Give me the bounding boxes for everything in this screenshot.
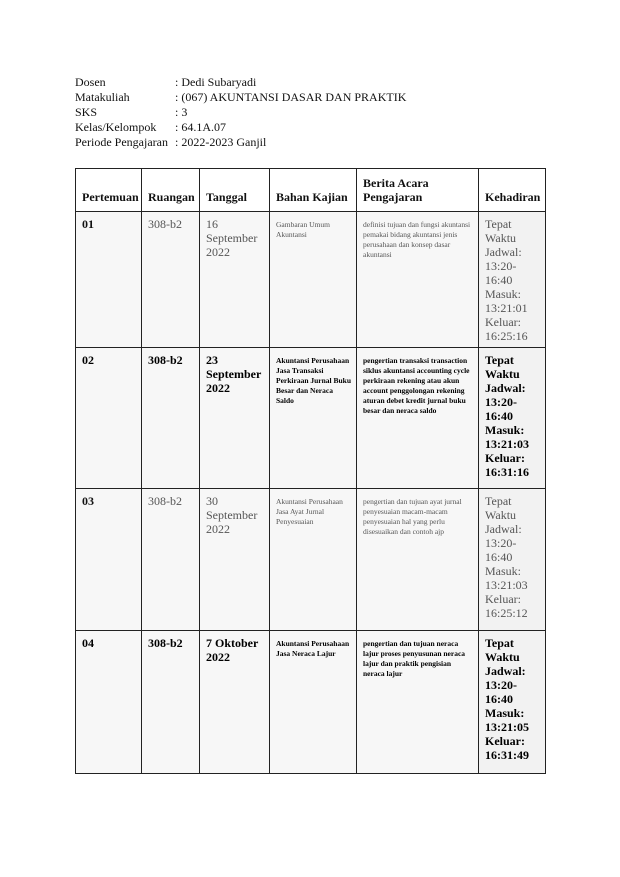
- cell-tanggal: 23 September 2022: [200, 348, 270, 489]
- cell-bahan-kajian: Akuntansi Perusahaan Jasa Ayat Jurnal Penyesuaian: [270, 489, 357, 631]
- cell-ruangan: 308-b2: [142, 348, 200, 489]
- attendance-table: [75, 168, 546, 774]
- info-periode: [75, 135, 406, 150]
- kelas-label: Kelas/Kelompok: [75, 120, 157, 134]
- sks-label: SKS: [75, 105, 98, 119]
- attendance-table-wrapper: [75, 168, 545, 774]
- kehadiran-jadwal: Jadwal: 13:20-16:40: [485, 522, 522, 564]
- kehadiran-jadwal: Jadwal: 13:20-16:40: [485, 381, 526, 423]
- cell-bahan-kajian: Gambaran Umum Akuntansi: [270, 212, 357, 348]
- info-dosen: [75, 75, 406, 90]
- cell-kehadiran: [479, 212, 546, 348]
- kehadiran-masuk: Masuk: 13:21:03: [485, 564, 528, 592]
- periode-label: Periode Pengajaran: [75, 135, 168, 149]
- cell-tanggal: 16 September 2022: [200, 212, 270, 348]
- kehadiran-keluar: Keluar: 16:25:12: [485, 592, 528, 620]
- cell-pertemuan: 03: [76, 489, 142, 631]
- course-info: [75, 75, 406, 150]
- cell-pertemuan: 02: [76, 348, 142, 489]
- table-row: [76, 212, 546, 348]
- cell-bahan-kajian: Akuntansi Perusahaan Jasa Neraca Lajur: [270, 631, 357, 774]
- kehadiran-masuk: Masuk: 13:21:05: [485, 706, 529, 734]
- cell-bahan-kajian: Akuntansi Perusahaan Jasa Transaksi Perkiraan Jurnal Buku Besar dan Neraca Saldo: [270, 348, 357, 489]
- kehadiran-masuk: Masuk: 13:21:03: [485, 423, 529, 451]
- header-bahan-kajian: Bahan Kajian: [270, 169, 357, 212]
- matakuliah-label: Matakuliah: [75, 90, 130, 104]
- kehadiran-status: Tepat Waktu: [485, 353, 520, 381]
- kehadiran-status: Tepat Waktu: [485, 494, 517, 522]
- cell-kehadiran: [479, 489, 546, 631]
- kehadiran-keluar: Keluar: 16:25:16: [485, 315, 528, 343]
- cell-pertemuan: 01: [76, 212, 142, 348]
- header-kehadiran: Kehadiran: [479, 169, 546, 212]
- table-row: [76, 348, 546, 489]
- kehadiran-keluar: Keluar: 16:31:49: [485, 734, 529, 762]
- header-pertemuan: Pertemuan: [76, 169, 142, 212]
- kelas-value: : 64.1A.07: [175, 120, 226, 134]
- cell-ruangan: 308-b2: [142, 212, 200, 348]
- periode-value: : 2022-2023 Ganjil: [175, 135, 267, 149]
- cell-berita-acara: pengertian dan tujuan neraca lajur proses penyusunan neraca lajur dan praktik pengisian neraca lajur: [357, 631, 479, 774]
- kehadiran-keluar: Keluar: 16:31:16: [485, 451, 529, 479]
- header-tanggal: Tanggal: [200, 169, 270, 212]
- info-sks: [75, 105, 406, 120]
- cell-tanggal: 30 September 2022: [200, 489, 270, 631]
- header-ruangan: Ruangan: [142, 169, 200, 212]
- kehadiran-masuk: Masuk: 13:21:01: [485, 287, 528, 315]
- kehadiran-jadwal: Jadwal: 13:20-16:40: [485, 245, 522, 287]
- cell-kehadiran: [479, 631, 546, 774]
- cell-berita-acara: pengertian transaksi transaction siklus akuntansi accounting cycle perkiraan rekening atau akun account penggolongan rekening aturan debet kredit jurnal buku besar dan neraca saldo: [357, 348, 479, 489]
- dosen-label: Dosen: [75, 75, 106, 89]
- cell-ruangan: 308-b2: [142, 489, 200, 631]
- cell-ruangan: 308-b2: [142, 631, 200, 774]
- info-matakuliah: [75, 90, 406, 105]
- kehadiran-status: Tepat Waktu: [485, 217, 517, 245]
- kehadiran-jadwal: Jadwal: 13:20-16:40: [485, 664, 526, 706]
- cell-pertemuan: 04: [76, 631, 142, 774]
- cell-berita-acara: definisi tujuan dan fungsi akuntansi pemakai bidang akuntansi jenis perusahaan dan konsep dasar akuntansi: [357, 212, 479, 348]
- matakuliah-value: : (067) AKUNTANSI DASAR DAN PRAKTIK: [175, 90, 407, 104]
- header-berita-acara: Berita Acara Pengajaran: [357, 169, 479, 212]
- table-row: [76, 489, 546, 631]
- info-kelas: [75, 120, 406, 135]
- cell-berita-acara: pengertian dan tujuan ayat jurnal penyesuaian macam-macam penyesuaian hal yang perlu disesuaikan dan contoh ajp: [357, 489, 479, 631]
- kehadiran-status: Tepat Waktu: [485, 636, 520, 664]
- cell-tanggal: 7 Oktober 2022: [200, 631, 270, 774]
- table-header-row: [76, 169, 546, 212]
- sks-value: : 3: [175, 105, 188, 119]
- cell-kehadiran: [479, 348, 546, 489]
- dosen-value: : Dedi Subaryadi: [175, 75, 257, 89]
- table-row: [76, 631, 546, 774]
